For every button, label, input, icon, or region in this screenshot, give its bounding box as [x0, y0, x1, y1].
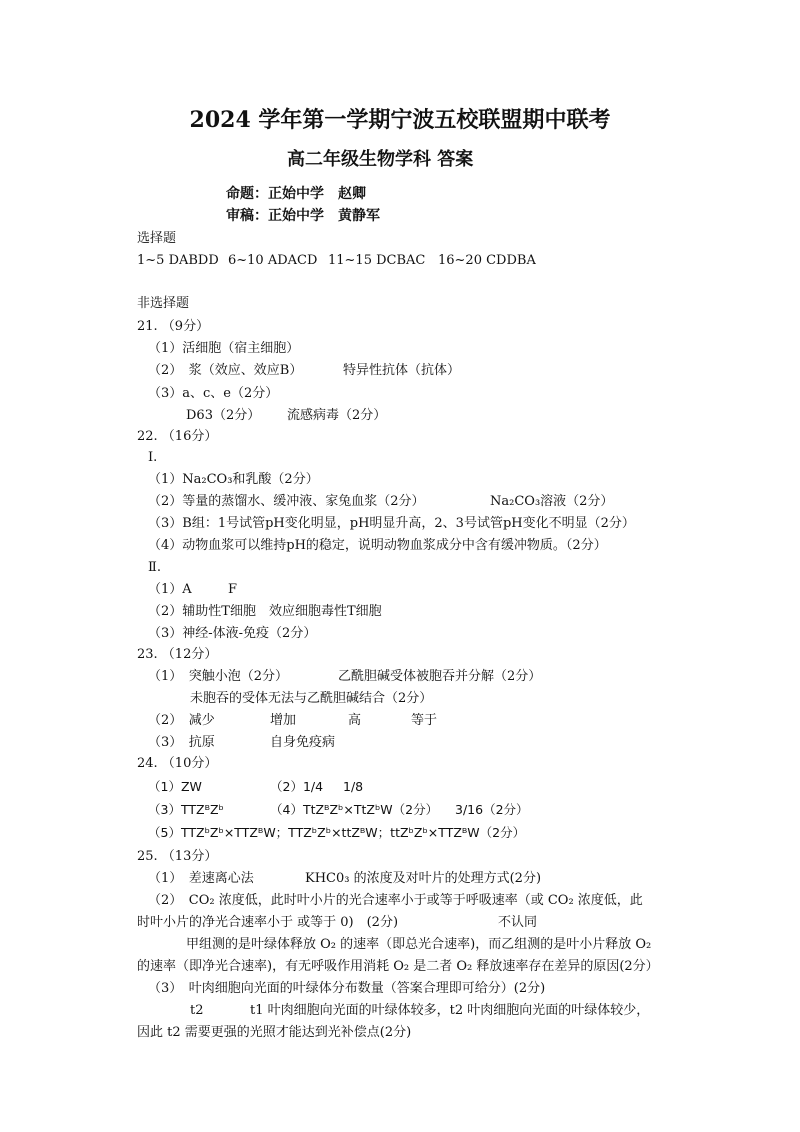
q24-answer-2c: 3/16（2分）: [455, 802, 529, 817]
q22-answer-2a: （2）等量的蒸馏水、缓冲液、家兔血浆（2分）: [148, 494, 425, 509]
q21-answer-2a: （2） 浆（效应、效应B）: [148, 363, 303, 378]
q23-answer-2b: 增加: [270, 713, 297, 728]
page-subtitle: 高二年级生物学科 答案: [287, 149, 474, 170]
q25-answer-3-cont-b: t1 叶肉细胞向光面的叶绿体较多，t2 叶肉细胞向光面的叶绿体较少，: [250, 1003, 650, 1018]
q21-heading: 21. （9分）: [137, 319, 210, 334]
q25-heading: 25. （13分）: [137, 849, 218, 864]
q25-answer-3-cont-a: t2: [190, 1003, 204, 1018]
q24-answer-1a: （1）ZW: [148, 779, 202, 794]
q21-answer-4a: D63（2分）: [186, 408, 261, 423]
q23-answer-2a: （2） 减少: [148, 713, 215, 728]
q22-heading: 22. （16分）: [137, 429, 218, 444]
q24-answer-3: （5）TTZᵇZᵇ×TTZᴮW；TTZᵇZᵇ×ttZᴮW；ttZᵇZᵇ×TTZᴮW（2分）: [148, 825, 526, 840]
q23-answer-3a: （3） 抗原: [148, 735, 215, 750]
q21-answer-3: （3）a、c、e（2分）: [148, 386, 279, 401]
q25-answer-2-cont-b: 不认同: [498, 915, 538, 930]
q23-answer-1b: 乙酰胆碱受体被胞吞并分解（2分）: [338, 669, 542, 684]
reviewer-line: 审稿：正始中学 黄静军: [226, 208, 380, 224]
q22-answer-2b: Na₂CO₃溶液（2分）: [490, 494, 614, 509]
q24-answer-2a: （3）TTZᴮZᵇ: [148, 802, 224, 817]
q25-answer-3-end: 因此 t2 需要更强的光照才能达到光补偿点(2分): [137, 1025, 412, 1040]
q23-answer-2c: 高: [348, 713, 362, 728]
choice-answer-16-20: 16~20 CDDBA: [438, 253, 536, 268]
q22-part-2-label: Ⅱ.: [148, 560, 161, 575]
q21-answer-2b: 特异性抗体（抗体）: [343, 363, 461, 378]
choice-answers-row: [0, 252, 800, 270]
q25-answer-1a: （1） 差速离心法: [148, 871, 254, 886]
q22-part-1-label: Ⅰ.: [148, 450, 158, 465]
q25-answer-3: （3） 叶肉细胞向光面的叶绿体分布数量（答案合理即可给分）(2分): [148, 981, 546, 996]
page-title: 2024 学年第一学期宁波五校联盟期中联考: [189, 107, 611, 133]
q25-answer-2-cont-a: 时叶小片的净光合速率小于 或等于 0) (2分): [137, 915, 399, 930]
q23-answer-3b: 自身免疫病: [270, 735, 336, 750]
q23-heading: 23. （12分）: [137, 647, 218, 662]
choice-answer-11-15: 11~15 DCBAC: [328, 253, 426, 268]
choice-answer-1-5: 1~5 DABDD: [137, 253, 219, 268]
q25-answer-2-reason-2: 的速率（即净光合速率)，有无呼吸作用消耗 O₂ 是二者 O₂ 释放速率存在差异的原因(2分）: [137, 959, 659, 974]
q22-ii-answer-2: （2）辅助性T细胞 效应细胞毒性T细胞: [148, 604, 382, 619]
q25-answer-2-reason-1: 甲组测的是叶绿体释放 O₂ 的速率（即总光合速率)，而乙组测的是叶小片释放 O₂: [186, 937, 652, 952]
q24-answer-2b: （4）TtZᴮZᵇ×TtZᵇW（2分）: [270, 802, 439, 817]
q21-answer-1: （1）活细胞（宿主细胞）: [148, 341, 300, 356]
q24-answer-1c: 1/8: [343, 779, 364, 794]
choice-section-label: 选择题: [137, 231, 177, 246]
nonchoice-section-label: 非选择题: [137, 296, 190, 311]
q24-heading: 24. （10分）: [137, 756, 218, 771]
q22-answer-3: （3）B组：1号试管pH变化明显，pH明显升高，2、3号试管pH变化不明显（2分）: [148, 516, 635, 531]
proposer-line: 命题：正始中学 赵卿: [226, 186, 366, 202]
q22-answer-4: （4）动物血浆可以维持pH的稳定，说明动物血浆成分中含有缓冲物质。（2分）: [148, 538, 607, 553]
choice-answer-6-10: 6~10 ADACD: [228, 253, 318, 268]
q22-ii-answer-1b: F: [228, 582, 238, 597]
q23-answer-2d: 等于: [411, 713, 438, 728]
q22-answer-1: （1）Na₂CO₃和乳酸（2分）: [148, 472, 319, 487]
q25-answer-2: （2） CO₂ 浓度低，此时叶小片的光合速率小于或等于呼吸速率（或 CO₂ 浓度低，此: [148, 893, 643, 908]
q22-ii-answer-3: （3）神经-体液-免疫（2分）: [148, 626, 317, 641]
q22-ii-answer-1a: （1）A: [148, 582, 192, 597]
q21-answer-4b: 流感病毒（2分）: [287, 408, 387, 423]
q25-answer-1b: KHC0₃ 的浓度及对叶片的处理方式(2分): [305, 871, 542, 886]
q24-answer-1b: （2）1/4: [270, 779, 324, 794]
q23-answer-1a: （1） 突触小泡（2分）: [148, 669, 289, 684]
q23-answer-1c: 未胞吞的受体无法与乙酰胆碱结合（2分）: [190, 691, 433, 706]
